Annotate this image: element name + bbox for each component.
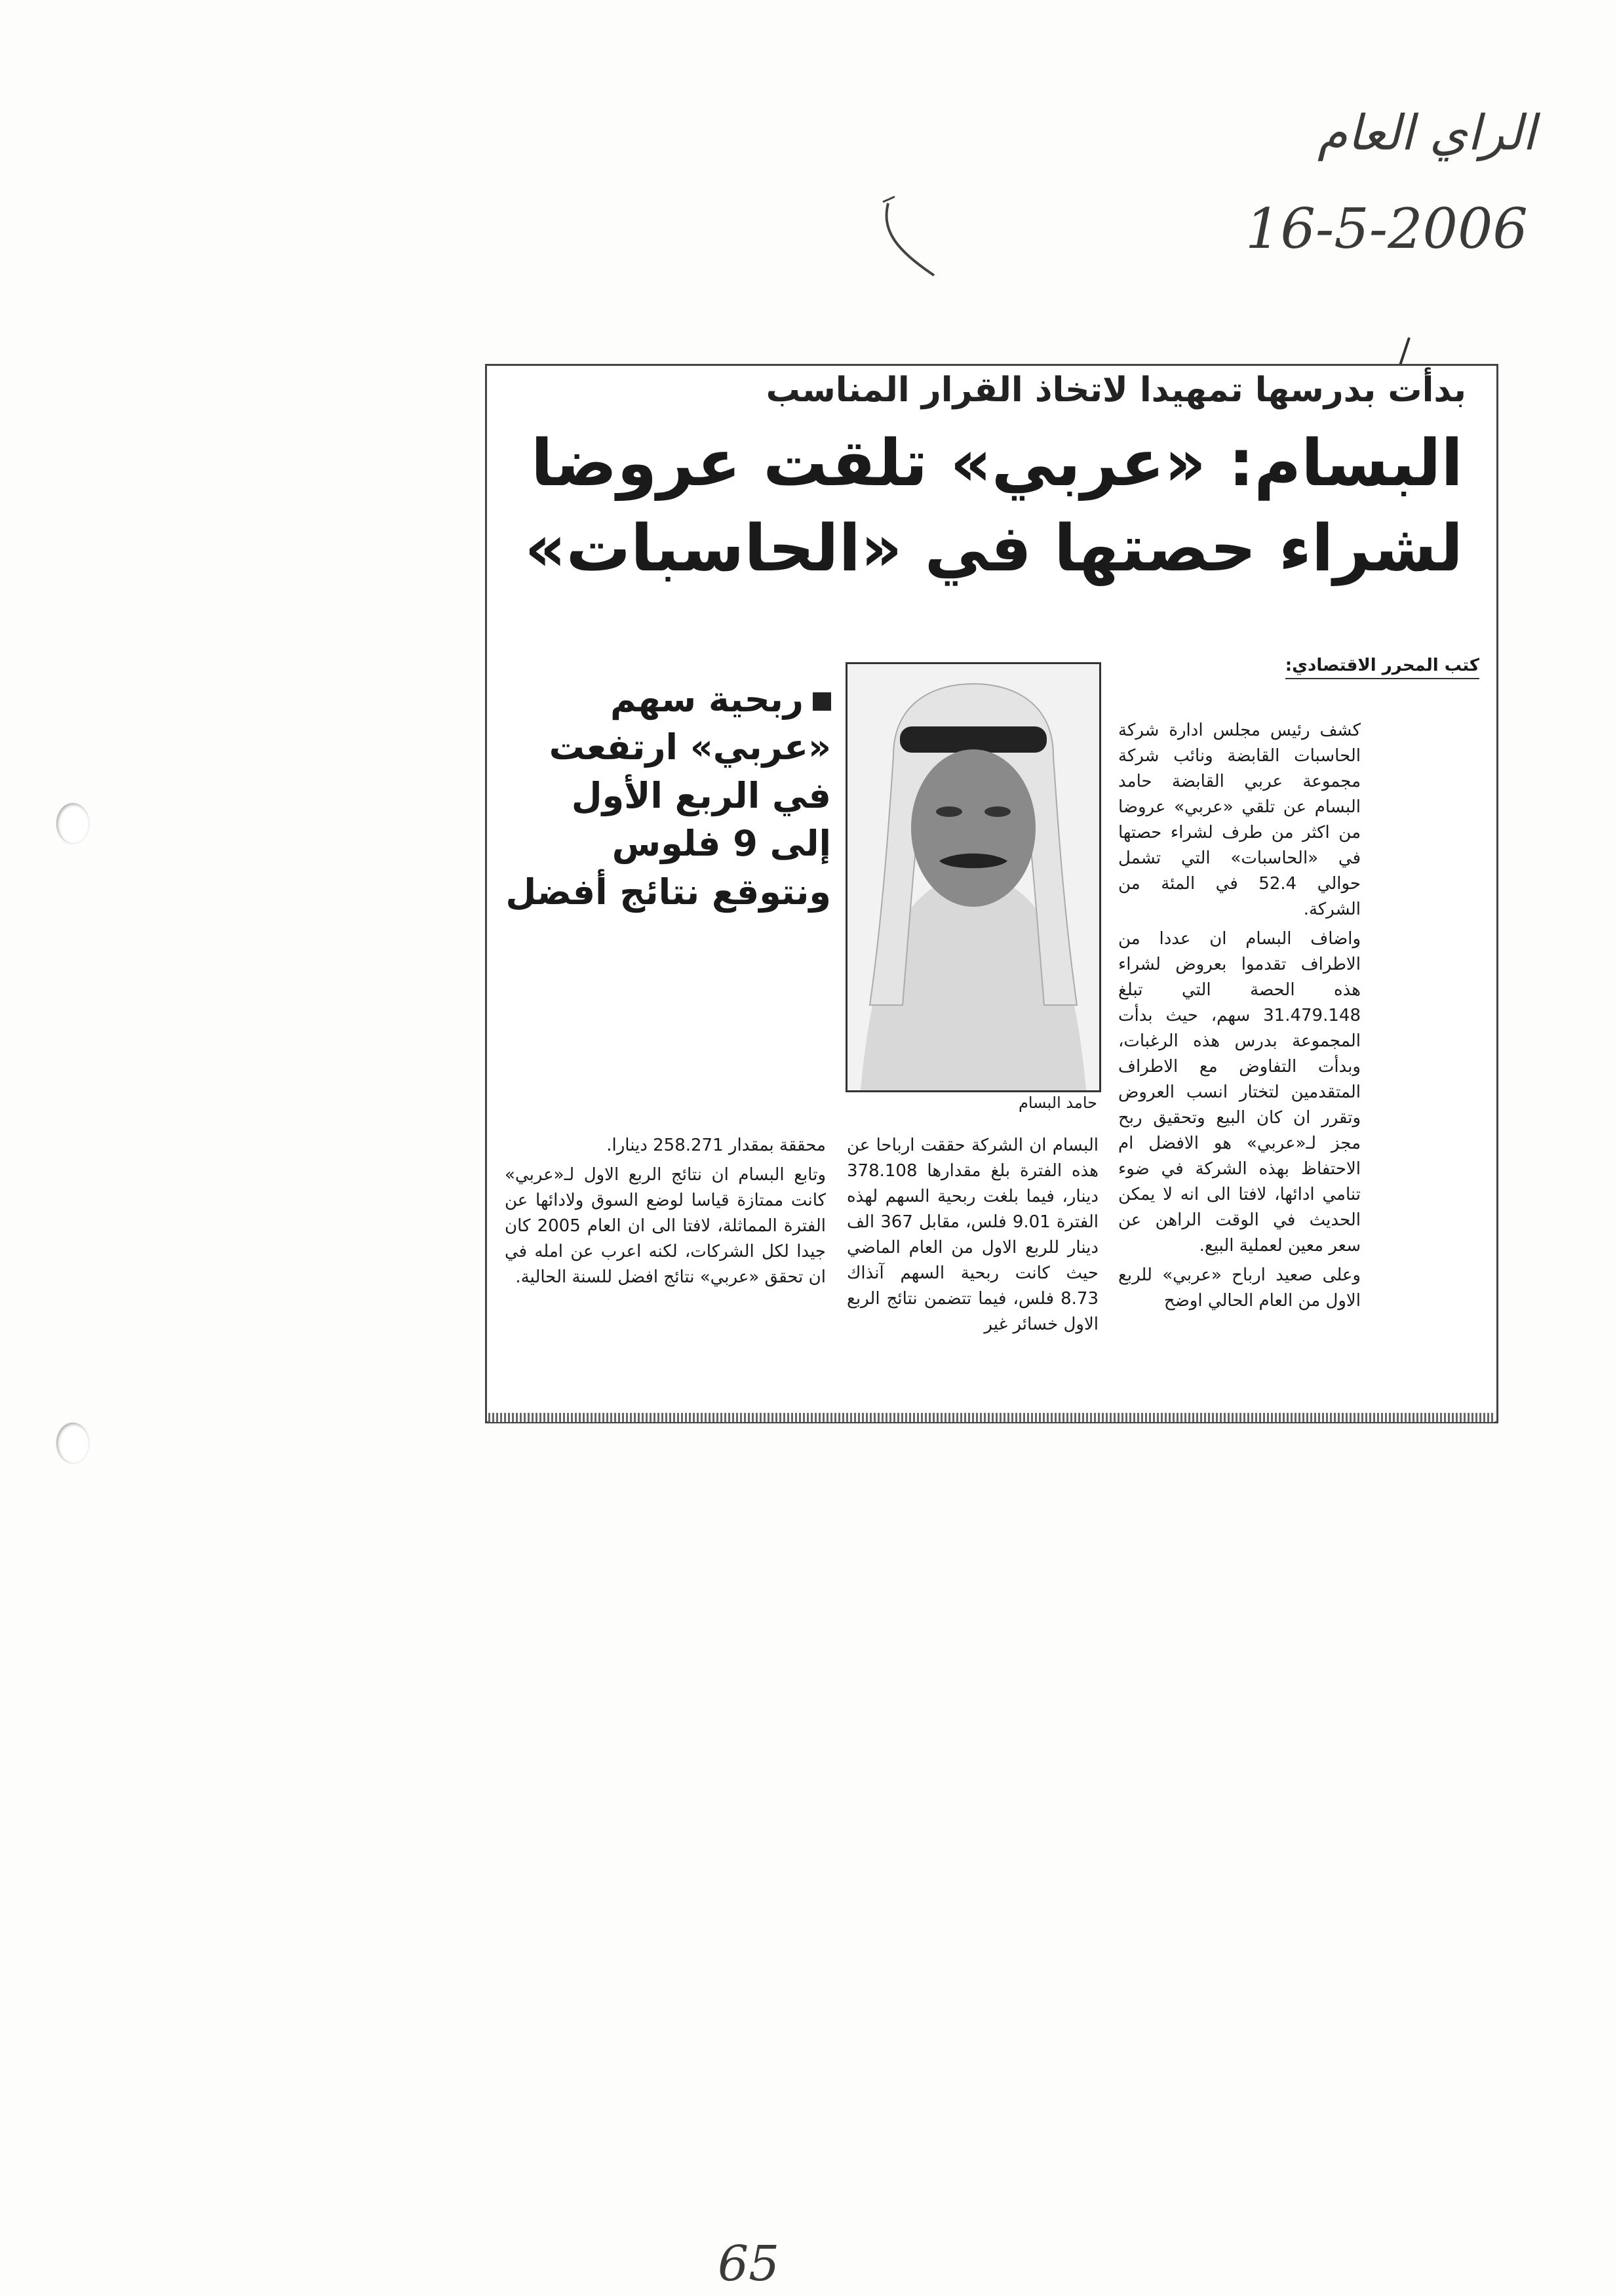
article-column-middle: [847, 1133, 1099, 1341]
headline-line-1: البسام: «عربي» تلقت عروضا: [530, 426, 1463, 501]
article-kicker: بدأت بدرسها تمهيدا لاتخاذ القرار المناسب: [766, 370, 1466, 410]
clipping-bottom-rule: [488, 1413, 1494, 1422]
paragraph: محققة بمقدار 258.271 دينارا.: [606, 1136, 826, 1155]
pen-mark-icon: [868, 190, 947, 282]
paragraph: وتابع البسام ان نتائج الربع الاول لـ«عربي» كانت ممتازة قياسا لوضع السوق ولادائها عن الفترة المماثلة، لافتا الى ان العام 2005 كان جيدا لكل الشركات، لكنه اعرب عن امله في ان تحقق «عربي» نتائج افضل للسنة الحالية.: [505, 1165, 826, 1287]
paragraph: البسام ان الشركة حققت ارباحا عن هذه الفترة بلغ مقدارها 378.108 دينار، فيما بلغت ربحية السهم لهذه الفترة 9.01 فلس، مقابل 367 الف دينار للربع الاول من العام الماضي حيث كانت ربحية السهم آنذاك 8.73 فلس، فيما تتضمن نتائج الربع الاول خسائر غير: [847, 1136, 1099, 1334]
square-bullet-icon: [813, 692, 831, 711]
article-column-right: [1118, 718, 1361, 1318]
paragraph: كشف رئيس مجلس ادارة شركة الحاسبات القابضة ونائب شركة مجموعة عربي القابضة حامد البسام عن تلقي «عربي» عروضا من اكثر من طرف لشراء حصتها في «الحاسبات» التي تشمل حوالي 52.4 في المئة من الشركة.: [1118, 721, 1361, 919]
article-byline: كتب المحرر الاقتصادي:: [1285, 656, 1479, 679]
paragraph: واضاف البسام ان عددا من الاطراف تقدموا بعروض لشراء هذه الحصة التي تبلغ 31.479.148 سهم، حيث بدأت المجموعة بدرس هذه الرغبات، وبدأت التفاوض مع الاطراف المتقدمين لتختار انسب العروض وتقرر ان كان البيع وتحقيق ربح مجز لـ«عربي» هو الافضل ام الاحتفاظ بهذه الشركة في ضوء تنامي ادائها، لافتا الى انه لا يمكن الحديث في الوقت الراهن عن سعر معين لعملية البيع.: [1118, 929, 1361, 1256]
photo-caption: حامد البسام: [1018, 1094, 1097, 1112]
pull-quote: [503, 675, 831, 916]
paragraph: وعلى صعيد ارباح «عربي» للربع الاول من العام الحالي اوضح: [1118, 1265, 1361, 1311]
pull-quote-text: ربحية سهم «عربي» ارتفعت في الربع الأول إلى 9 فلوس ونتوقع نتائج أفضل: [505, 679, 831, 913]
headline-line-2: لشراء حصتها في «الحاسبات»: [524, 511, 1463, 586]
source-handwritten-note: الراي العام: [1317, 105, 1536, 161]
punch-hole-bottom: [56, 1423, 89, 1463]
page-number-handwritten: 65: [718, 2236, 780, 2292]
punch-hole-top: [56, 803, 89, 844]
article-column-left: [505, 1133, 826, 1294]
portrait-photo: [846, 662, 1101, 1092]
date-handwritten-note: 16-5-2006: [1245, 197, 1528, 261]
